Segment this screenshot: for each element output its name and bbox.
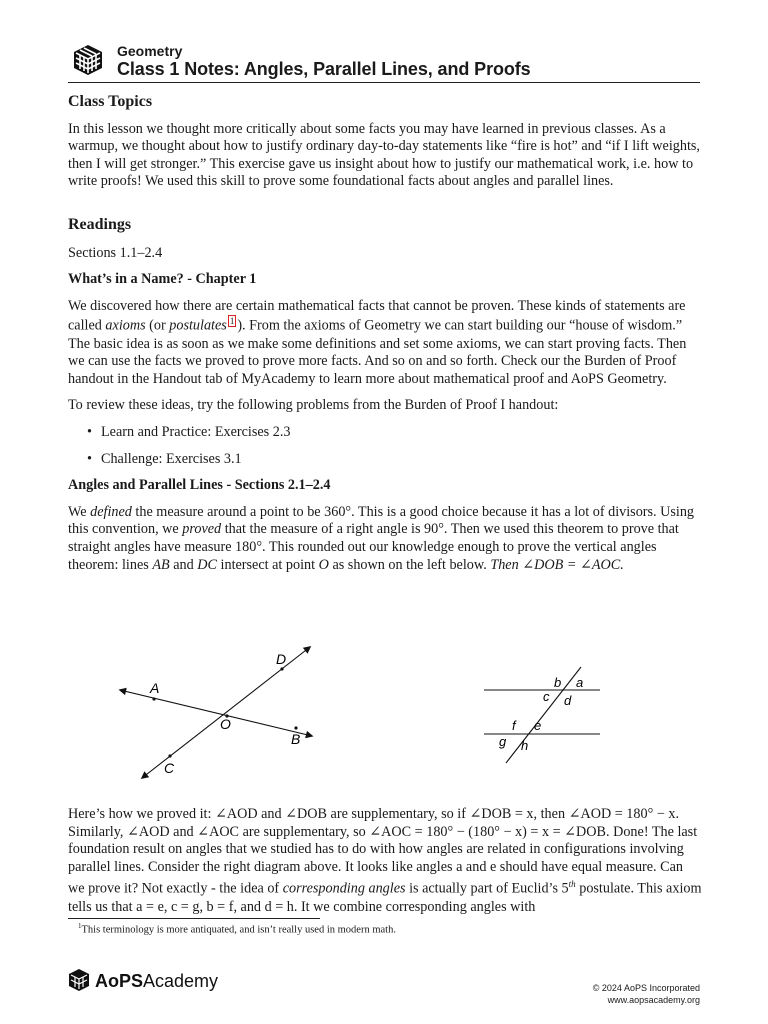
label-d: d xyxy=(564,693,572,708)
label-A: A xyxy=(150,680,160,696)
copyright-block xyxy=(593,982,700,1006)
review-paragraph: To review these ideas, try the following problems from the Burden of Proof I handout: xyxy=(68,397,559,414)
label-C: C xyxy=(164,760,175,776)
aops-footer-cube-icon xyxy=(69,969,89,991)
subheading-whats-in-a-name: What’s in a Name? - Chapter 1 xyxy=(68,271,257,288)
label-e: e xyxy=(534,718,542,733)
diagrams xyxy=(68,640,702,790)
label-c: c xyxy=(543,689,550,704)
readings-sections: Sections 1.1–2.4 xyxy=(68,244,163,261)
label-b: b xyxy=(554,675,562,690)
readings-heading: Readings xyxy=(68,215,132,233)
page-header xyxy=(68,40,700,83)
parallel-lines-diagram xyxy=(484,667,600,763)
angles-paragraph: We defined the measure around a point to be 360°. This is a good choice because it has a lot of divisors. Using this convention, we proved that the measure of a right angle is 90°. Then we used this theorem to prove that straight angles have measure 180°. This rounded out our knowledge enough to prove the vertical angles theorem: lines AB and DC intersect at point O as shown on the left below. Then ∠DOB = ∠AOC. xyxy=(68,503,695,573)
footnote: $^1$This terminology is more antiquated, and isn’t really used in modern math. xyxy=(78,922,396,936)
label-a: a xyxy=(576,675,584,690)
label-B: B xyxy=(291,731,301,747)
point-D xyxy=(280,667,283,670)
point-A xyxy=(152,697,155,700)
diagrams-svg xyxy=(68,640,702,790)
website-link[interactable]: www.aopsacademy.org xyxy=(607,995,700,1005)
class-topics-paragraph: In this lesson we thought more critically about some facts you may have learned in previous classes. As a warmup, we thought about how to justify ordinary day-to-day statements like “fire is hot” and “if I lift weights, then I will get stronger.” This exercise gave us insight about how to justify our mathematical work, i.e. how to write proofs! We used this skill to prove some foundational facts about angles and parallel lines. xyxy=(68,120,700,190)
label-g: g xyxy=(499,734,507,749)
list-item: • Challenge: Exercises 3.1 xyxy=(68,451,702,469)
transversal xyxy=(506,667,584,763)
point-B xyxy=(294,726,297,729)
label-D: D xyxy=(276,651,287,667)
aops-cube-logo-icon xyxy=(72,44,104,76)
label-h: h xyxy=(521,738,529,753)
brand-aops: AoPS xyxy=(95,971,144,991)
header-title: Class 1 Notes: Angles, Parallel Lines, and Proofs xyxy=(117,59,531,79)
label-f: f xyxy=(512,718,516,733)
footnote-link[interactable]: 1 xyxy=(229,316,235,327)
exercise-list xyxy=(68,424,702,468)
main-content xyxy=(68,93,702,574)
header-subject: Geometry xyxy=(117,43,183,59)
vertical-angles-diagram xyxy=(120,647,312,778)
aops-academy-logo xyxy=(68,968,228,994)
footnote-rule xyxy=(68,918,320,919)
subheading-angles-parallel: Angles and Parallel Lines - Sections 2.1–2.4 xyxy=(68,477,331,494)
proof-paragraph: Here’s how we proved it: ∠AOD and ∠DOB are supplementary, so if ∠DOB = x, then ∠AOD = 180° − x. Similarly, ∠AOD and ∠AOC are supplementary, so ∠AOC = 180° − (180° − x) = x = ∠DOB. Done! The last foundation result on angles that we studied has to do with how angles are related in configurations involving parallel lines. Consider the right diagram above. It looks like angles a and e should have equal measure. Can we prove it? Not exactly - the idea of corresponding angles is actually part of Euclid’s 5th postulate. This axiom tells us that a = e, c = g, b = f, and d = h. It we combine corresponding angles with xyxy=(68,806,702,915)
label-O: O xyxy=(220,716,231,732)
point-C xyxy=(168,754,171,757)
list-item: • Learn and Practice: Exercises 2.3 xyxy=(68,424,702,442)
brand-academy: Academy xyxy=(143,971,219,991)
axioms-paragraph: We discovered how there are certain mathematical facts that cannot be proven. These kinds of statements are called axioms (or postulates 1 ). From the axioms of Geometry we can start building our “house of wisdom.” The basic idea is as soon as we make some definitions and set some axioms, we can start proving facts. Then we can use the facts we proved to prove more facts. And so on and so forth. Check our the Burden of Proof handout in the Handout tab of MyAcademy to learn more about mathematical proof and AoPS Geometry. xyxy=(68,297,687,387)
copyright-text: © 2024 AoPS Incorporated xyxy=(592,983,700,993)
class-topics-heading: Class Topics xyxy=(68,93,153,110)
line-AB xyxy=(120,690,312,736)
